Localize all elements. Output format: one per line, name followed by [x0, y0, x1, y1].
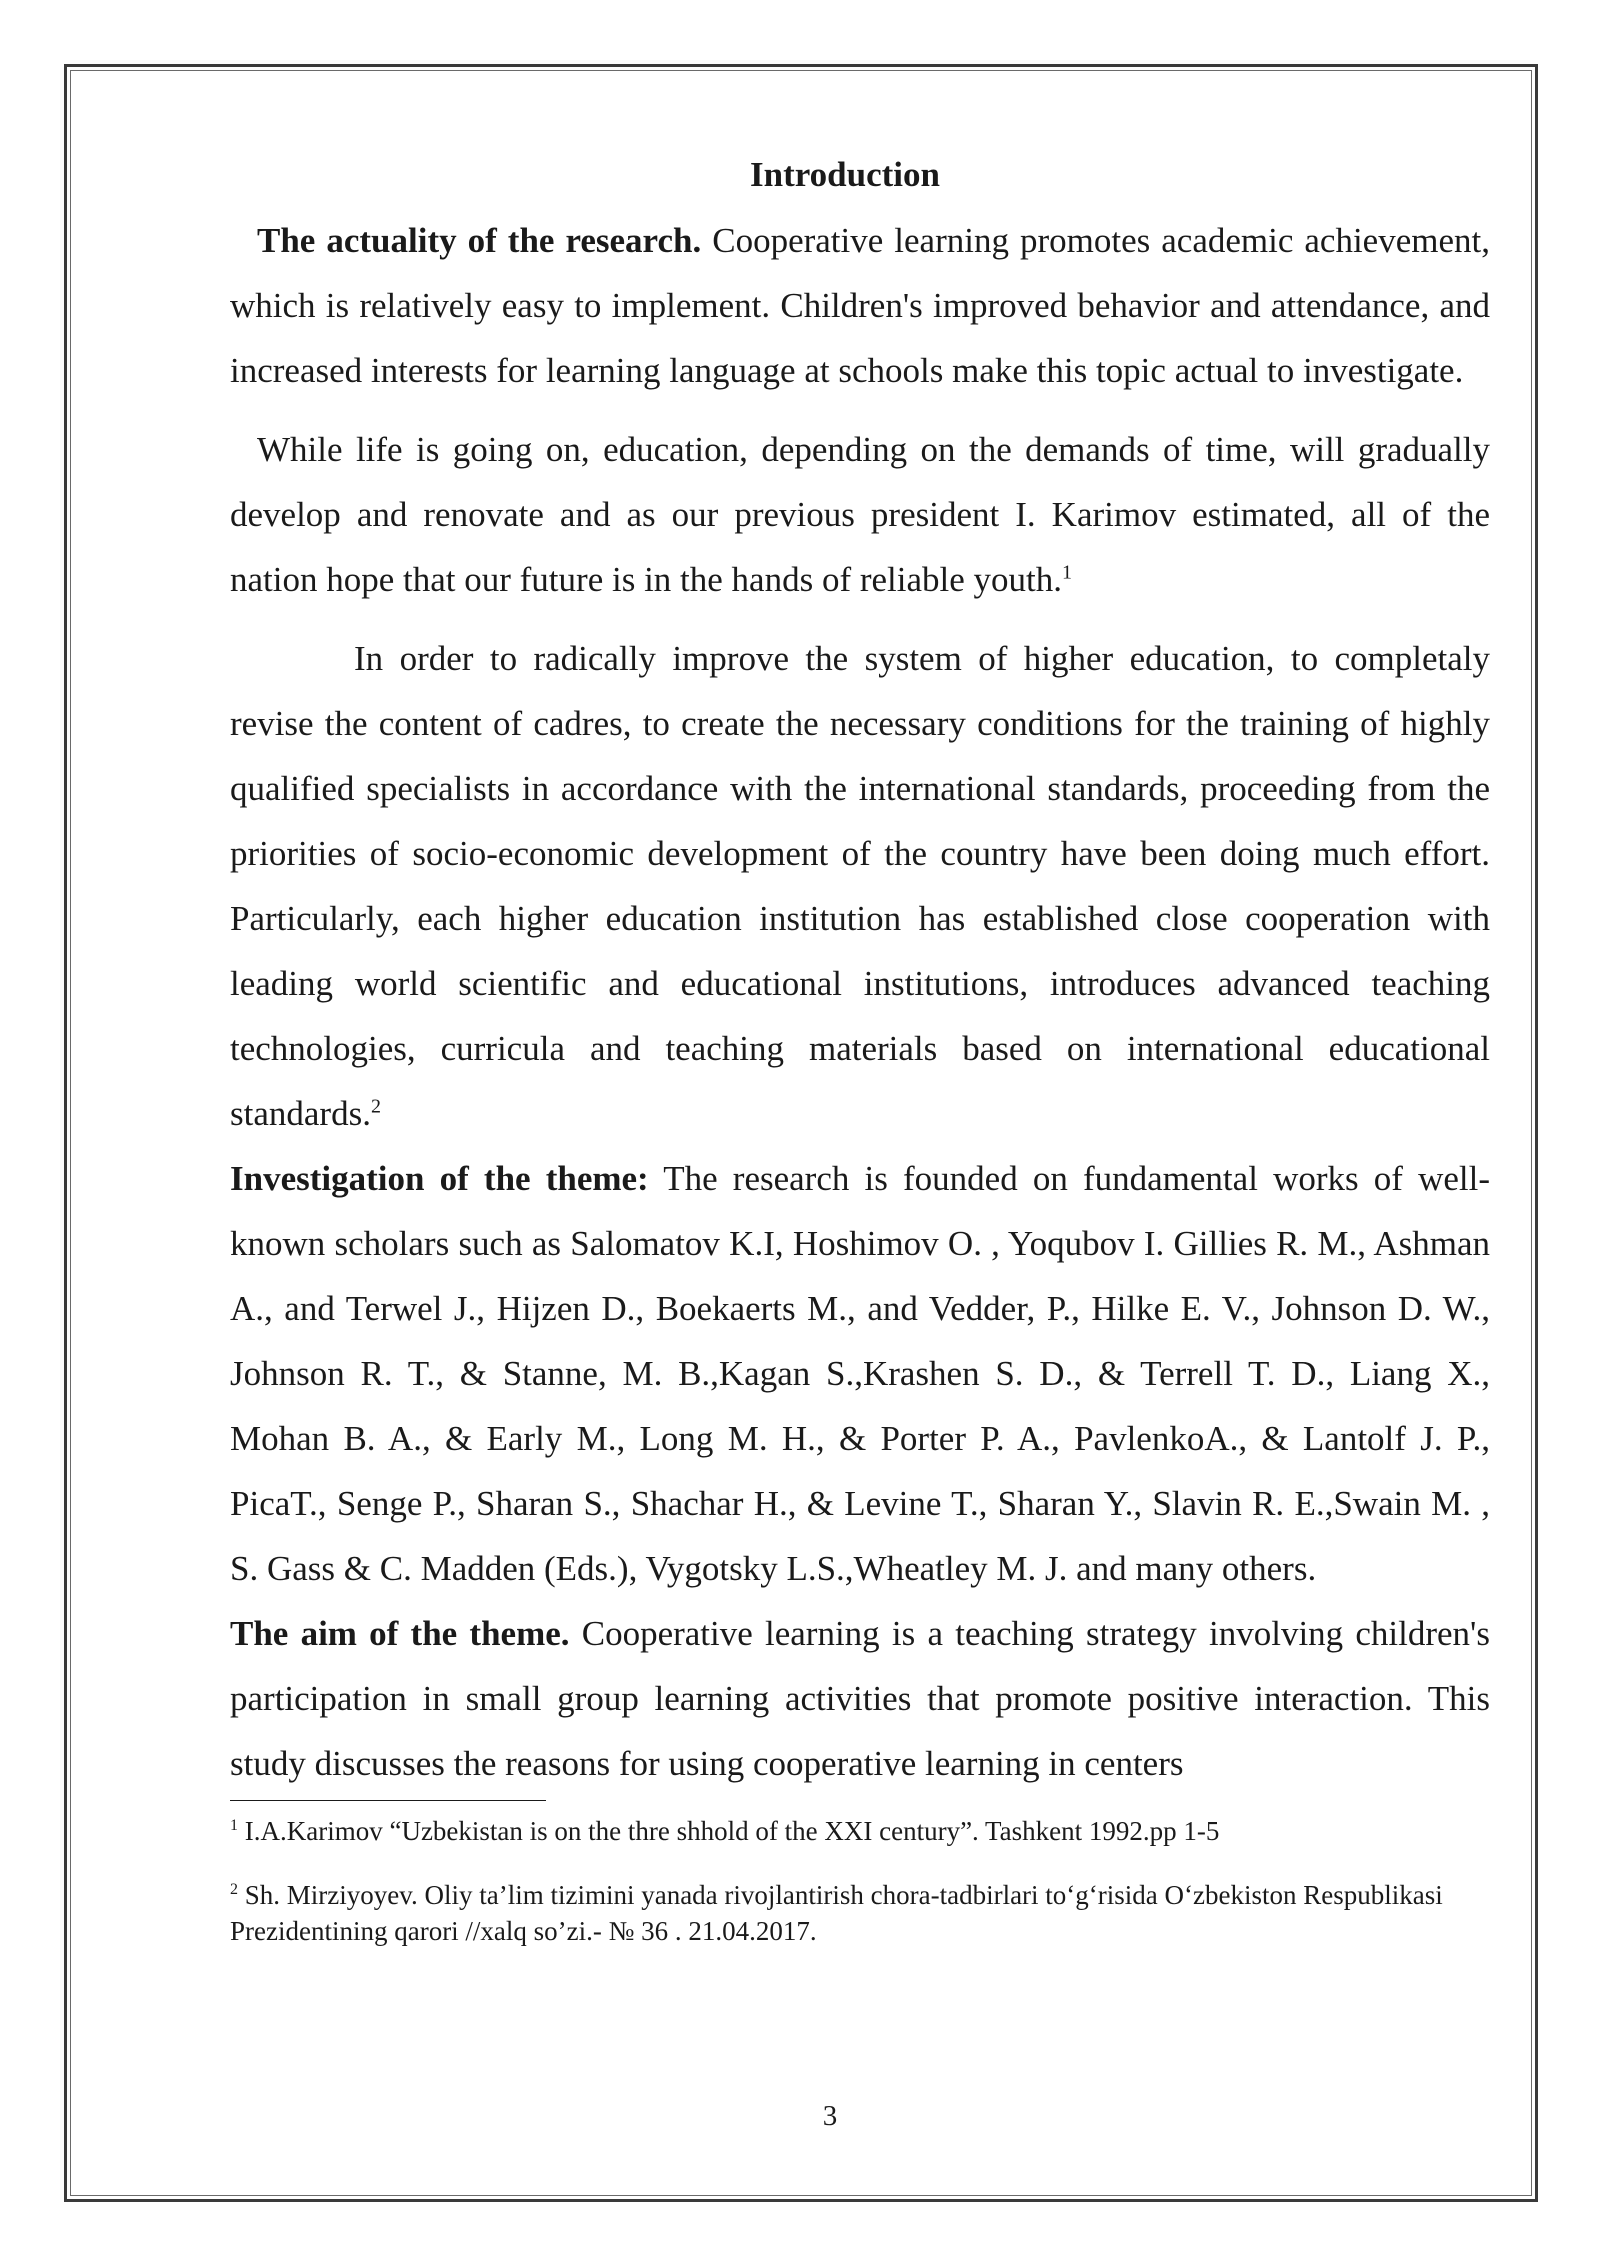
footnote-mark: 1: [230, 1817, 238, 1834]
paragraph-higher-education: [230, 626, 1490, 1146]
paragraph-education: [230, 417, 1490, 612]
paragraph-text: In order to radically improve the system of higher education, to completaly revise the content of cadres, to create the necessary conditions for the training of highly qualified specialists in accordance with the international standards, proceeding from the priorities of socio-economic development of the country have been doing much effort. Particularly, each higher education institution has established close cooperation with leading world scientific and educational institutions, introduces advanced teaching technologies, curricula and teaching materials based on international educational standards.: [230, 639, 1490, 1133]
footnote-ref-2[interactable]: 2: [370, 1095, 381, 1118]
paragraph-aim: [230, 1601, 1490, 1796]
paragraph-lead: Investigation of the theme:: [230, 1159, 649, 1198]
footnote-2: [230, 1877, 1490, 1949]
document-body: [230, 150, 1490, 1949]
footnote-text: Sh. Mirziyoyev. Oliy ta’lim tizimini yanada rivojlantirish chora-tadbirlari to‘g‘risida O‘zbekiston Respublikasi Prezidentining qarori //xalq so’zi.- № 36 . 21.04.2017.: [230, 1880, 1443, 1946]
page-number: 3: [822, 2100, 838, 2132]
paragraph-text: The research is founded on fundamental works of well-known scholars such as Salomatov K.I, Hoshimov O. , Yoqubov I. Gillies R. M., Ashman A., and Terwel J., Hijzen D., Boekaerts M., and Vedder, P., Hilke E. V., Johnson D. W., Johnson R. T., & Stanne, M. B.,Kagan S.,Krashen S. D., & Terrell T. D., Liang X., Mohan B. A., & Early M., Long M. H., & Porter P. A., PavlenkoA., & Lantolf J. P., PicaT., Senge P., Sharan S., Shachar H., & Levine T., Sharan Y., Slavin R. E.,Swain M. , S. Gass & C. Madden (Eds.), Vygotsky L.S.,Wheatley M. J. and many others.: [230, 1159, 1490, 1588]
paragraph-text: Cooperative learning promotes academic achievement, which is relatively easy to implement. Children's improved behavior and attendance, and increased interests for learning language at schools make this topic actual to investigate.: [230, 221, 1490, 390]
paragraph-investigation: [230, 1146, 1490, 1601]
footnote-ref-1[interactable]: 1: [1062, 561, 1073, 584]
paragraph-lead: The actuality of the research.: [257, 221, 702, 260]
page-title: Introduction: [750, 155, 940, 194]
paragraph-actuality: [230, 208, 1490, 403]
footnote-separator: [230, 1800, 546, 1801]
paragraph-text: While life is going on, education, depending on the demands of time, will gradually develop and renovate and as our previous president I. Karimov estimated, all of the nation hope that our future is in the hands of reliable youth.: [230, 430, 1490, 599]
footnote-mark: 2: [230, 1881, 238, 1898]
paragraph-text: Cooperative learning is a teaching strategy involving children's participation in small group learning activities that promote positive interaction. This study discusses the reasons for using cooperative learning in centers: [230, 1614, 1490, 1783]
footnote-text: I.A.Karimov “Uzbekistan is on the thre shhold of the XXI century”. Tashkent 1992.pp 1-5: [238, 1816, 1220, 1846]
footnote-1: [230, 1813, 1490, 1849]
paragraph-lead: The aim of the theme.: [230, 1614, 570, 1653]
